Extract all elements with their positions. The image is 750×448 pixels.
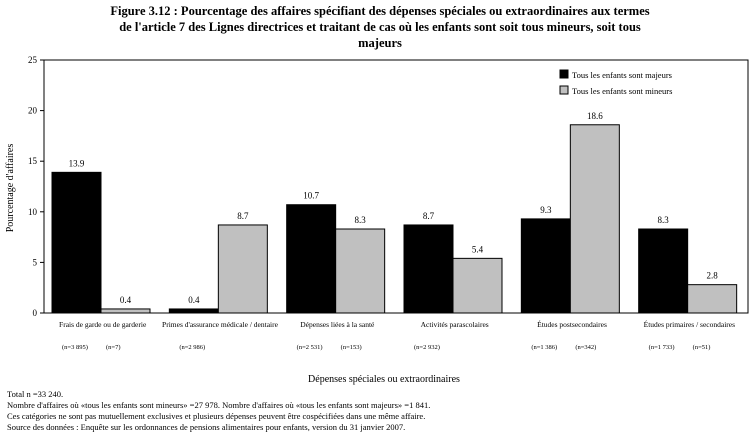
x-tick-label: Études primaires / secondaires [643, 320, 736, 329]
bar-mineurs [218, 225, 267, 313]
note-categories: Ces catégories ne sont pas mutuellement exclusives et plusieurs dépenses peuvent être cospécifiées dans une même affaire. [7, 411, 426, 421]
bar-value-label: 9.3 [540, 204, 552, 215]
bar-majeurs [639, 229, 688, 313]
note-counts: Nombre d'affaires où «tous les enfants sont mineurs» =27 978. Nombre d'affaires où «tous les enfants sont majeurs» =1 841. [7, 400, 431, 410]
x-tick-label: Études postsecondaires [537, 320, 607, 329]
sample-size-label: (n=2 986) [179, 344, 206, 351]
title-line-1: Figure 3.12 : Pourcentage des affaires spécifiant des dépenses spéciales ou extraordinaires aux termes [110, 4, 650, 18]
bar-mineurs [688, 285, 737, 313]
bar-majeurs [52, 172, 101, 313]
y-tick-label: 25 [28, 55, 37, 65]
legend-swatch-1 [560, 86, 568, 94]
x-tick-label: Dépenses liées à la santé [300, 320, 375, 329]
plot-area [28, 55, 748, 351]
bar-mineurs [336, 229, 385, 313]
title-line-3: majeurs [358, 36, 402, 50]
y-axis-label: Pourcentage d'affaires [5, 143, 16, 233]
y-tick-label: 20 [28, 105, 37, 116]
bar-mineurs [453, 258, 502, 313]
bar-majeurs [169, 309, 218, 313]
sample-size-label: (n=2 531) [296, 344, 323, 351]
sample-size-label: (n=3 895) [62, 344, 88, 351]
sample-size-label: (n=51) [692, 344, 711, 351]
y-tick-label: 0 [32, 308, 37, 318]
bar-value-label: 5.4 [471, 244, 484, 255]
bar-majeurs [404, 225, 453, 313]
sample-size-label: (n=153) [340, 344, 362, 351]
note-source: Source des données : Enquête sur les ordonnances de pensions alimentaires pour enfants, version du 31 janvier 2007. [7, 422, 406, 432]
bar-value-label: 8.3 [657, 215, 669, 226]
bar-value-label: 0.4 [188, 294, 200, 305]
bar-mineurs [570, 125, 619, 313]
y-tick-label: 15 [28, 156, 37, 167]
bar-majeurs [287, 205, 336, 313]
legend-swatch-0 [560, 70, 568, 78]
legend-label: Tous les enfants sont majeurs [572, 70, 672, 80]
sample-size-label: (n=342) [575, 344, 597, 351]
sample-size-label: (n=7) [106, 344, 121, 351]
bar-value-label: 0.4 [119, 294, 132, 305]
sample-size-label: (n=2 932) [414, 344, 440, 351]
sample-size-label: (n=1 733) [648, 344, 675, 351]
y-tick-label: 10 [28, 206, 37, 217]
y-tick-label: 5 [32, 257, 37, 268]
x-tick-label: Primes d'assurance médicale / dentaire [162, 320, 278, 329]
x-tick-label: Frais de garde ou de garderie [59, 320, 147, 329]
bar-value-label: 2.8 [706, 270, 718, 281]
title-line-2: de l'article 7 des Lignes directrices et traitant de cas où les enfants sont soit tous mineurs, soit tous [119, 20, 641, 34]
x-tick-label: Activités parascolaires [420, 320, 489, 329]
bar-value-label: 8.7 [422, 210, 435, 221]
bar-value-label: 8.3 [354, 215, 366, 226]
footnotes [7, 389, 430, 433]
bar-mineurs [101, 309, 150, 313]
x-axis-label: Dépenses spéciales ou extraordinaires [308, 374, 460, 385]
note-total: Total n =33 240. [7, 389, 64, 399]
sample-size-label: (n=1 386) [531, 344, 558, 351]
legend-label: Tous les enfants sont mineurs [572, 86, 673, 96]
bar-value-label: 13.9 [68, 158, 85, 169]
bar-majeurs [521, 219, 570, 313]
bar-value-label: 18.6 [586, 110, 603, 121]
bar-value-label: 8.7 [237, 210, 249, 221]
bar-value-label: 10.7 [303, 190, 320, 201]
